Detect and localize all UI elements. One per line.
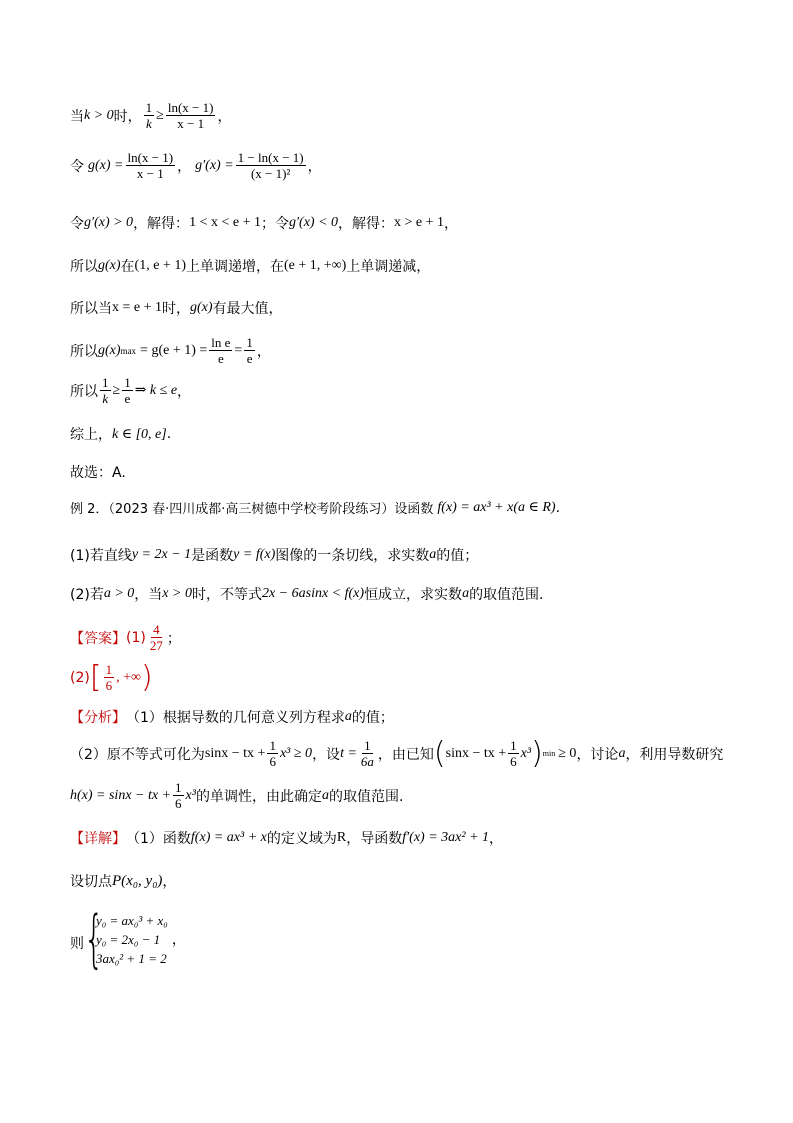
math: = g(e + 1) = (140, 342, 208, 358)
line-5: 所以当 x = e + 1 时， g(x) 有最大值， (70, 300, 283, 317)
text: 令 (70, 158, 84, 175)
math: k > 0 (84, 107, 114, 123)
subscript: max (120, 345, 137, 356)
math: y = 2x − 1 (131, 547, 192, 562)
math: g(x) (190, 300, 213, 315)
math: g(x) (98, 258, 121, 273)
fraction: $\frac{1 - \ln(x - 1)}{\text{(x − 1)²}}$ (237, 150, 304, 181)
detail-2: 设切点 P(x₀, y₀) ， (70, 872, 177, 890)
math: g′(x) = (195, 157, 234, 173)
example-2-header: 例 2．（2023 春·四川成都·高三树德中学校考阶段练习）设函数 f(x) = ax³ + x(a ∈ R) . (70, 499, 561, 517)
text: ， (177, 158, 192, 175)
line-1 (70, 100, 231, 131)
math: f(x) = ax³ + x(a ∈ R) (437, 500, 556, 515)
math: x = e + 1 (112, 300, 163, 315)
analysis-3: h(x) = sinx − tx + $\frac{1}{6}$ x³ 的单调性，由此确定 a 的取值范围. (70, 780, 404, 811)
fraction: $\frac{1}{e}$ (124, 375, 131, 406)
fraction: $\frac{1}{6a}$ (360, 738, 374, 769)
fraction: $\frac{\ln(x - 1)}{x - 1}$ (167, 100, 214, 131)
math: k ∈ [0, e] (112, 426, 167, 442)
text: ， (217, 108, 232, 125)
answer-line-1: 【答案】 (1) $\frac{4}{27}$ ； (70, 622, 181, 653)
math: g(x) = (88, 157, 124, 173)
math: ⇒ k ≤ e (134, 383, 178, 398)
detail-label: 【详解】 (70, 831, 126, 847)
fraction: $\frac{1}{6}$ (105, 662, 113, 693)
fraction: $\frac{1}{6}$ (269, 738, 276, 769)
math: (1, e + 1) (134, 258, 186, 273)
line-2 (70, 150, 322, 181)
math: 2x − 6asinx < f(x) (261, 586, 365, 601)
line-4: 所以 g(x) 在 (1, e + 1) 上单调递增，在 (e + 1, +∞) 上单调递减， (70, 258, 431, 275)
math: y = f(x) (233, 547, 276, 562)
line-6: 所以 g(x) max = g(e + 1) = $\frac{\text{ln e}}{e}$ = $\frac{1}{e}$ ， (70, 335, 271, 366)
answer-line-2: (2) [ $\frac{1}{6}$ , +∞ ) (70, 659, 153, 695)
question-1: (1)若直线 y = 2x − 1 是函数 y = f(x) 图像的一条切线，求实数 a 的值； (70, 547, 479, 564)
fraction: $\frac{1}{6}$ (510, 738, 517, 769)
fraction: $\frac{4}{27}$ (149, 622, 163, 653)
math: (e + 1, +∞) (283, 258, 347, 273)
line-3: 令 g′(x) > 0 ，解得： 1 < x < e + 1 ；令 g′(x) < 0 ，解得： x > e + 1 ， (70, 215, 459, 232)
equation-row: y₀ = ax₀³ + x₀ (96, 912, 168, 928)
question-2: (2)若 a > 0 ，当 x > 0 时，不等式 2x − 6asinx < f(x) 恒成立，求实数 a 的取值范围. (70, 586, 544, 603)
analysis-label: 【分析】 (70, 710, 126, 726)
math: g′(x) < 0 (288, 215, 339, 230)
line-7: 所以 $\frac{1}{k}$ ≥ $\frac{1}{e}$ ⇒ k ≤ e ， (70, 375, 192, 406)
equation-row: 3ax₀² + 1 = 2 (96, 950, 167, 966)
fraction: $\frac{1}{k}$ (102, 375, 109, 406)
line-8: 综上， k ∈ [0, e] . (70, 426, 172, 443)
text: 当 (70, 108, 84, 125)
math: x > e + 1 (394, 215, 445, 230)
math: g′(x) > 0 (84, 215, 134, 230)
math: ≥ (156, 107, 164, 123)
fraction: $\frac{\text{ln e}}{e}$ (211, 335, 231, 366)
equation-row: y₀ = 2x₀ − 1 (96, 931, 161, 947)
analysis-2: （2）原不等式可化为 sinx − tx + $\frac{1}{6}$ x³ ≥ 0 ，设 t = $\frac{1}{6a}$ ，由已知 ( sinx − tx + $\frac{1}{6}$ x³ ) min ≥ 0 ，讨论 a ，利用导数研究 (70, 735, 724, 771)
text: ， (307, 158, 322, 175)
fraction: $\frac{1}{6}$ (175, 780, 182, 811)
detail-1: 【详解】 （1）函数 f(x) = ax³ + x 的定义域为 R ，导函数 f′(x) = 3ax² + 1 ， (70, 830, 504, 847)
math: g(x) (98, 342, 121, 358)
math: a (429, 547, 437, 562)
math: a (462, 586, 470, 601)
fraction: $\frac{\ln(x - 1)}{x - 1}$ (127, 150, 174, 181)
line-9: 故选：A. (70, 465, 126, 481)
analysis-1: 【分析】 （1）根据导数的几何意义列方程求 a 的值； (70, 709, 394, 726)
math: x > 0 (162, 586, 192, 601)
fraction: $\frac{1}{e}$ (246, 335, 253, 366)
text: 时， (113, 108, 142, 125)
fraction: $\frac{1}{k}$ (145, 100, 153, 131)
answer-label: 【答案】 (70, 630, 126, 647)
math: 1 < x < e + 1 (189, 215, 261, 230)
math: a > 0 (103, 586, 135, 601)
equation-system: 则 { y₀ = ax₀³ + x₀ y₀ = 2x₀ − 1 3ax₀² + 1 = 2 ， (70, 902, 186, 975)
